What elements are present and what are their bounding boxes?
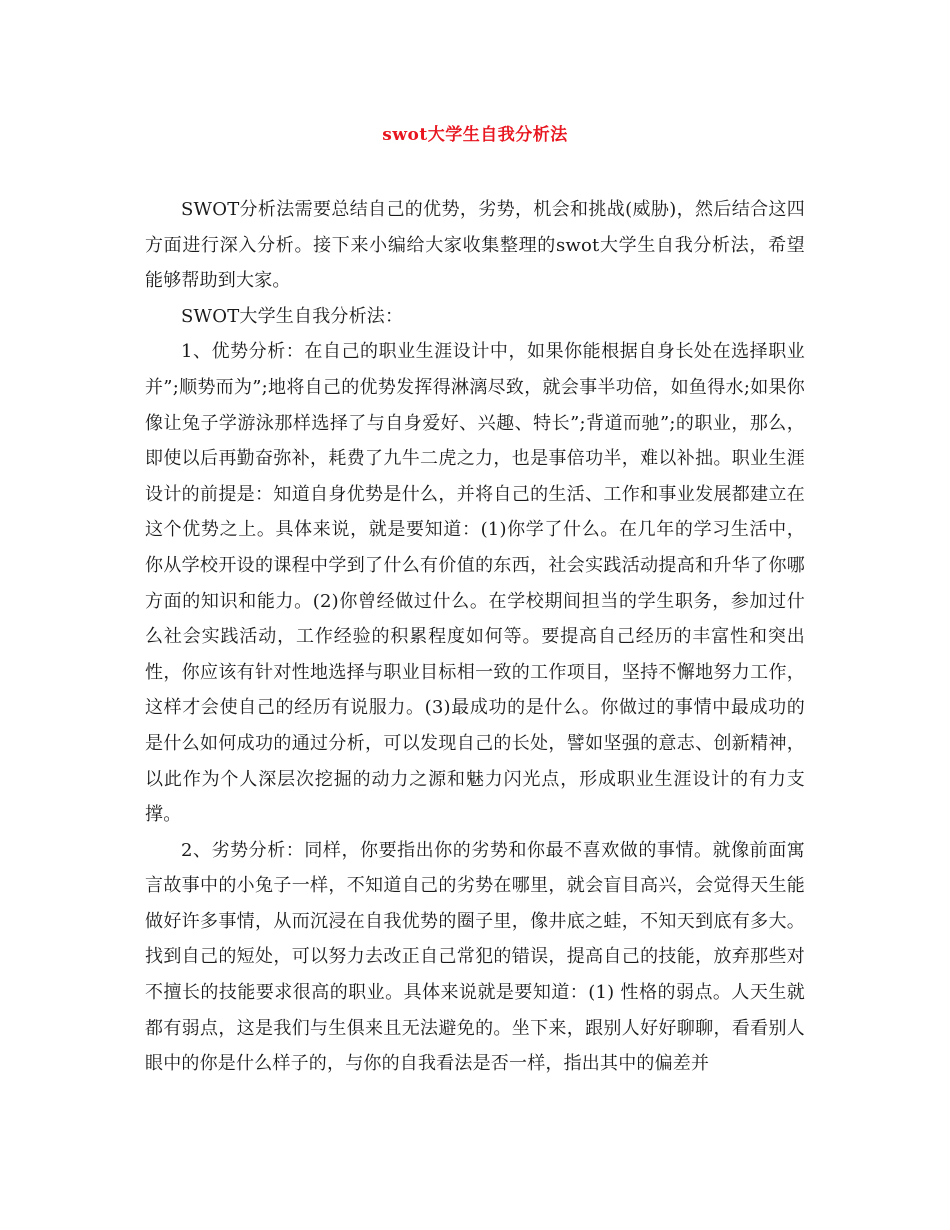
- document-title: swot大学生自我分析法: [382, 125, 568, 145]
- paragraph-weaknesses: 2、劣势分析：同样，你要指出你的劣势和你最不喜欢做的事情。就像前面寓言故事中的小兔子一样，不知道自己的劣势在哪里，就会盲目高兴，会觉得天生能做好许多事情，从而沉浸在自我优势的圈子里，像井底之蛙，不知天到底有多大。找到自己的短处，可以努力去改正自己常犯的错误，提高自己的技能，放弃那些对不擅长的技能要求很高的职业。具体来说就是要知道：(1) 性格的弱点。人天生就都有弱点，这是我们与生俱来且无法避免的。坐下来，跟别人好好聊聊，看看别人眼中的你是什么样子的，与你的自我看法是否一样，指出其中的偏差并: [145, 839, 805, 1075]
- paragraph-intro: SWOT分析法需要总结自己的优势，劣势，机会和挑战(威胁)，然后结合这四方面进行深入分析。接下来小编给大家收集整理的swot大学生自我分析法，希望能够帮助到大家。: [145, 199, 805, 292]
- paragraph-strengths: 1、优势分析：在自己的职业生涯设计中，如果你能根据自身长处在选择职业并”;顺势而为”;地将自己的优势发挥得淋漓尽致，就会事半功倍，如鱼得水;如果你像让兔子学游泳那样选择了与自身爱好、兴趣、特长”;背道而驰”;的职业，那么，即使以后再勤奋弥补，耗费了九牛二虎之力，也是事倍功半，难以补拙。职业生涯设计的前提是：知道自身优势是什么，并将自己的生活、工作和事业发展都建立在这个优势之上。具体来说，就是要知道：(1)你学了什么。在几年的学习生活中，你从学校开设的课程中学到了什么有价值的东西，社会实践活动提高和升华了你哪方面的知识和能力。(2)你曾经做过什么。在学校期间担当的学生职务，参加过什么社会实践活动，工作经验的积累程度如何等。要提高自己经历的丰富性和突出性，你应该有针对性地选择与职业目标相一致的工作项目，坚持不懈地努力工作，这样才会使自己的经历有说服力。(3)最成功的是什么。你做过的事情中最成功的是什么如何成功的通过分析，可以发现自己的长处，譬如坚强的意志、创新精神，以此作为个人深层次挖掘的动力之源和魅力闪光点，形成职业生涯设计的有力支撑。: [145, 341, 805, 826]
- paragraph-heading: SWOT大学生自我分析法：: [181, 305, 404, 327]
- document-body: [145, 192, 805, 1082]
